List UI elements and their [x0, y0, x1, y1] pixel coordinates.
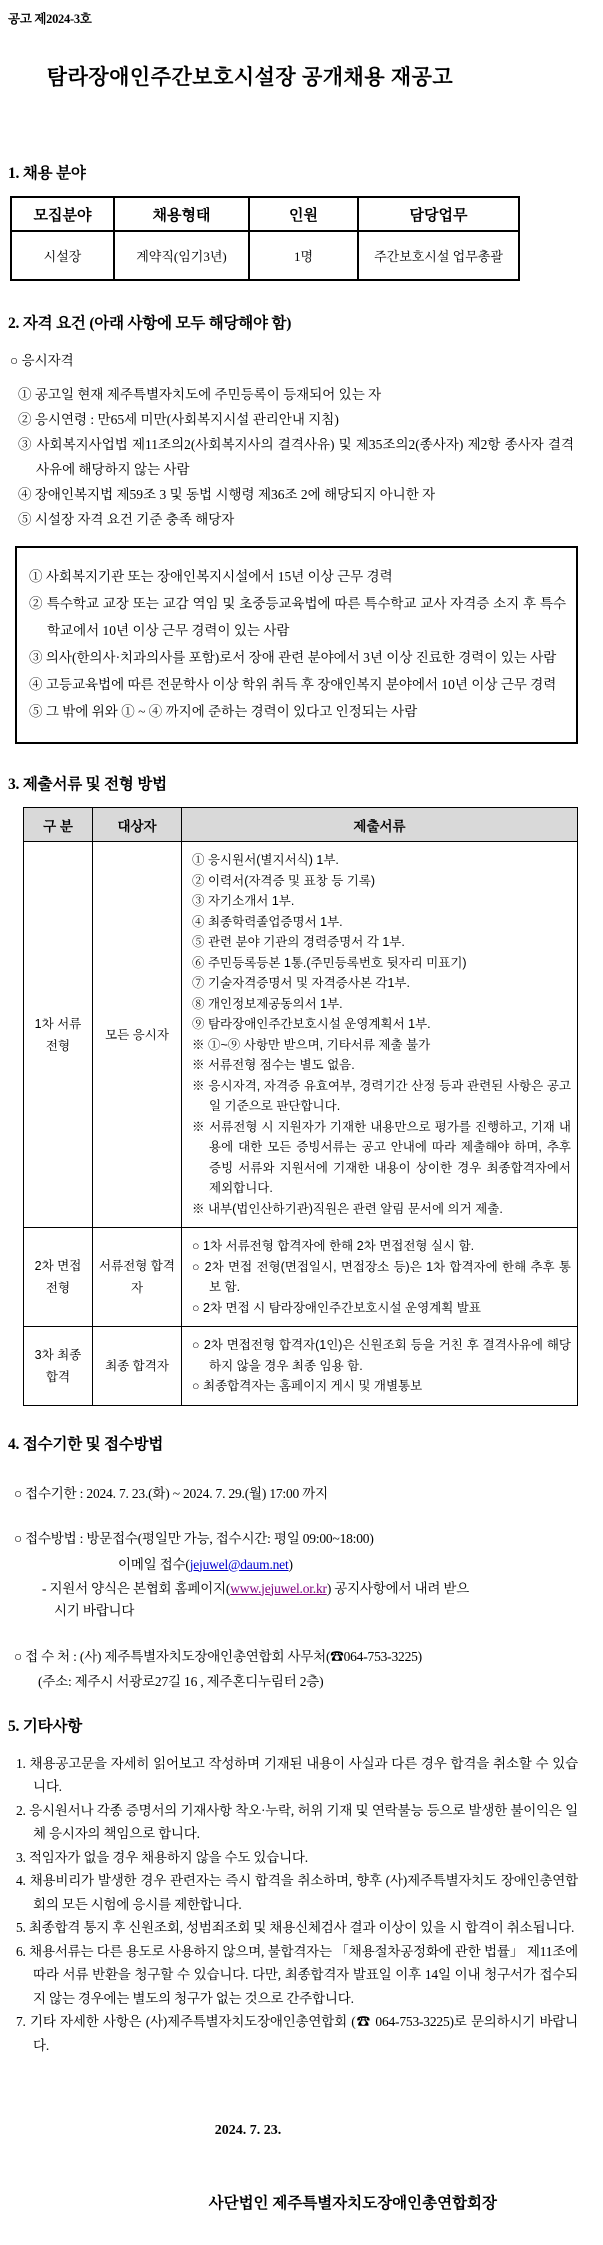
- section5-heading: 5. 기타사항: [8, 1717, 82, 1735]
- doc-line: ⑧ 개인정보제공동의서 1부.: [192, 996, 343, 1011]
- list-item: 6. 채용서류는 다른 용도로 사용하지 않으며, 불합격자는 「채용절차공정화에 관한 법률」 제11조에 따라 서류 반환을 청구할 수 있습니다. 다만, 최종합격자 발표일 이후 14일 이내 청구서가 접수되지 않는 경우에는 별도의 청구가 없는 것으로 간주합니다.: [16, 1943, 578, 2006]
- cell-stage: 3차 최종합격: [24, 1327, 93, 1406]
- doc-line: ② 이력서(자격증 및 표창 등 기록): [192, 873, 376, 888]
- cell-field: 시설장: [11, 231, 114, 280]
- list-item: ② 특수학교 교장 또는 교감 역임 및 초중등교육법에 따른 특수학교 교사 자격증 소지 후 특수학교에서 10년 이상 근무 경력이 있는 사람: [29, 596, 566, 638]
- doc-line: ⑨ 탐라장애인주간보호시설 운영계획서 1부.: [192, 1017, 431, 1031]
- cell-target: 서류전형 합격자: [93, 1228, 182, 1327]
- doc-line: ① 응시원서(별지서식) 1부.: [192, 853, 339, 867]
- cell-employment-type: 계약직(임기3년): [114, 231, 249, 280]
- doc-line: ⑥ 주민등록등본 1통.(주민등록번호 뒷자리 미표기): [192, 955, 467, 970]
- download-prefix: - 지원서 양식은 본협회 홈페이지(: [42, 1580, 231, 1596]
- doc-line: ⑦ 기술자격증명서 및 자격증사본 각1부.: [192, 976, 410, 990]
- doc-line: ○ 최종합격자는 홈페이지 게시 및 개별통보: [192, 1379, 423, 1393]
- list-item: ③ 사회복지사업법 제11조의2(사회복지사의 결격사유) 및 제35조의2(종사자) 제2항 종사자 결격사유에 해당하지 않는 사람: [18, 437, 574, 477]
- doc-note: ※ 서류전형 점수는 별도 없음.: [192, 1058, 355, 1072]
- list-item: ⑤ 시설장 자격 요건 기준 충족 해당자: [18, 512, 235, 527]
- list-item: 4. 채용비리가 발생한 경우 관련자는 즉시 합격을 취소하며, 향후 (사)제주특별자치도 장애인총연합회의 모든 시험에 응시를 제한합니다.: [16, 1873, 578, 1912]
- eligibility-subheading: ○ 응시자격: [10, 353, 74, 368]
- col-header-field: 모집분야: [11, 197, 114, 231]
- doc-line: ○ 2차 면접 전형(면접일시, 면접장소 등)은 1차 합격자에 한해 추후 통보 함.: [192, 1259, 571, 1294]
- list-item: 7. 기타 자세한 사항은 (사)제주특별자치도장애인총연합회 (☎ 064-753-3225)로 문의하시기 바랍니다.: [16, 2014, 578, 2053]
- list-item: 3. 적임자가 없을 경우 채용하지 않을 수도 있습니다.: [16, 1849, 308, 1865]
- section1-heading: 1. 채용 분야: [8, 165, 86, 182]
- recruitment-field-table: [10, 196, 520, 281]
- cell-documents: [182, 1228, 578, 1327]
- doc-note: ※ 응시자격, 자격증 유효여부, 경력기간 산정 등과 관련된 사항은 공고일 기준으로 판단합니다.: [192, 1078, 571, 1113]
- col-header-headcount: 인원: [249, 197, 358, 231]
- list-item: ④ 고등교육법에 따른 전문학사 이상 학위 취득 후 장애인복지 분야에서 10년 이상 근무 경력: [29, 677, 557, 692]
- application-office: ○ 접 수 처 : (사) 제주특별자치도장애인총연합회 사무처(☎064-753-3225): [14, 1648, 422, 1664]
- cell-documents: [182, 842, 578, 1228]
- cell-stage: 1차 서류전형: [24, 842, 93, 1228]
- notice-number: 공고 제2024-3호: [8, 12, 92, 26]
- eligibility-list: [18, 382, 574, 532]
- col-header-documents: 제출서류: [182, 808, 578, 842]
- page-title: 탐라장애인주간보호시설장 공개채용 재공고: [46, 65, 454, 89]
- doc-line: ○ 1차 서류전형 합격자에 한해 2차 면접전형 실시 함.: [192, 1239, 475, 1253]
- table-row-stage2: [24, 1228, 578, 1327]
- cell-headcount: 1명: [249, 231, 358, 280]
- cell-duty: 주간보호시설 업무총괄: [358, 231, 519, 280]
- website-link[interactable]: www.jejuwel.or.kr: [230, 1580, 327, 1596]
- doc-note: ※ 내부(법인산하기관)직원은 관련 알림 문서에 의거 제출.: [192, 1201, 503, 1216]
- list-item: 2. 응시원서나 각종 증명서의 기재사항 착오·누락, 허위 기재 및 연락불능 등으로 발생한 불이익은 일체 응시자의 책임으로 합니다.: [16, 1802, 578, 1841]
- cell-stage: 2차 면접전형: [24, 1228, 93, 1327]
- table-row: [11, 231, 519, 280]
- email-application-line: [118, 1553, 603, 1573]
- email-suffix: ): [288, 1556, 293, 1572]
- cell-target: 최종 합격자: [93, 1327, 182, 1406]
- application-office-address: (주소: 제주시 서광로27길 16 , 제주혼디누림터 2층): [38, 1673, 324, 1689]
- doc-line: ③ 자기소개서 1부.: [192, 894, 295, 908]
- issuing-authority: 사단법인 제주특별자치도장애인총연합회장: [208, 2195, 497, 2212]
- doc-line: ④ 최종학력졸업증명서 1부.: [192, 914, 343, 929]
- list-item: ④ 장애인복지법 제59조 3 및 동법 시행령 제36조 2에 해당되지 아니한 자: [18, 487, 436, 502]
- table-header-row: [11, 197, 519, 231]
- email-link[interactable]: jejuwel@daum.net: [189, 1556, 289, 1572]
- doc-line: ○ 2차 면접전형 합격자(1인)은 신원조회 등을 거친 후 결격사유에 해당 하지 않을 경우 최종 임용 함.: [192, 1338, 571, 1373]
- table-row-stage3: [24, 1327, 578, 1406]
- form-download-line-cont: 시기 바랍니다: [54, 1602, 135, 1618]
- download-suffix: ) 공지사항에서 내려 받으: [326, 1580, 470, 1596]
- director-qualification-box: [15, 546, 578, 744]
- application-deadline: ○ 접수기한 : 2024. 7. 23.(화) ~ 2024. 7. 29.(월) 17:00 까지: [14, 1485, 328, 1501]
- list-item: ① 사회복지기관 또는 장애인복지시설에서 15년 이상 근무 경력: [29, 569, 393, 584]
- doc-line: ○ 2차 면접 시 탐라장애인주간보호시설 운영계획 발표: [192, 1300, 481, 1315]
- list-item: 1. 채용공고문을 자세히 읽어보고 작성하며 기재된 내용이 사실과 다른 경우 합격을 취소할 수 있습니다.: [16, 1755, 578, 1794]
- section4-heading: 4. 접수기한 및 접수방법: [8, 1435, 164, 1453]
- list-item: ⑤ 그 밖에 위와 ① ~ ④ 까지에 준하는 경력이 있다고 인정되는 사람: [29, 704, 418, 719]
- list-item: 5. 최종합격 통지 후 신원조회, 성범죄조회 및 채용신체검사 결과 이상이 있을 시 합격이 취소됩니다.: [16, 1920, 575, 1935]
- application-method: ○ 접수방법 : 방문접수(평일만 가능, 접수시간: 평일 09:00~18:00): [14, 1530, 374, 1546]
- col-header-stage: 구 분: [24, 808, 93, 842]
- section2-heading: 2. 자격 요건 (아래 사항에 모두 해당해야 함): [8, 315, 292, 332]
- list-item: ② 응시연령 : 만65세 미만(사회복지시설 관리안내 지침): [18, 412, 339, 427]
- submission-selection-table: [23, 807, 578, 1406]
- table-row-stage1: [24, 842, 578, 1228]
- list-item: ③ 의사(한의사·치과의사를 포함)로서 장애 관련 분야에서 3년 이상 진료한 경력이 있는 사람: [29, 650, 557, 665]
- section3-heading: 3. 제출서류 및 전형 방법: [8, 776, 167, 793]
- col-header-employment-type: 채용형태: [114, 197, 249, 231]
- announcement-date: 2024. 7. 23.: [214, 2123, 282, 2138]
- other-notes-list: [16, 1752, 578, 2058]
- doc-note: ※ 서류전형 시 지원자가 기재한 내용만으로 평가를 진행하고, 기재 내용에 대한 모든 증빙서류는 공고 안내에 따라 제출해야 하며, 추후 증빙 서류와 지원서에 기재한 내용이 상이한 경우 최종합격자에서 제외합니다.: [192, 1119, 571, 1195]
- doc-line: ⑤ 관련 분야 기관의 경력증명서 각 1부.: [192, 935, 405, 949]
- form-download-line: [42, 1577, 603, 1597]
- cell-target: 모든 응시자: [93, 842, 182, 1228]
- email-prefix: 이메일 접수(: [118, 1556, 190, 1572]
- col-header-duty: 담당업무: [358, 197, 519, 231]
- doc-note: ※ ①~⑨ 사항만 받으며, 기타서류 제출 불가: [192, 1037, 431, 1052]
- list-item: ① 공고일 현재 제주특별자치도에 주민등록이 등재되어 있는 자: [18, 387, 382, 402]
- table-header-row: [24, 808, 578, 842]
- cell-documents: [182, 1327, 578, 1406]
- col-header-target: 대상자: [93, 808, 182, 842]
